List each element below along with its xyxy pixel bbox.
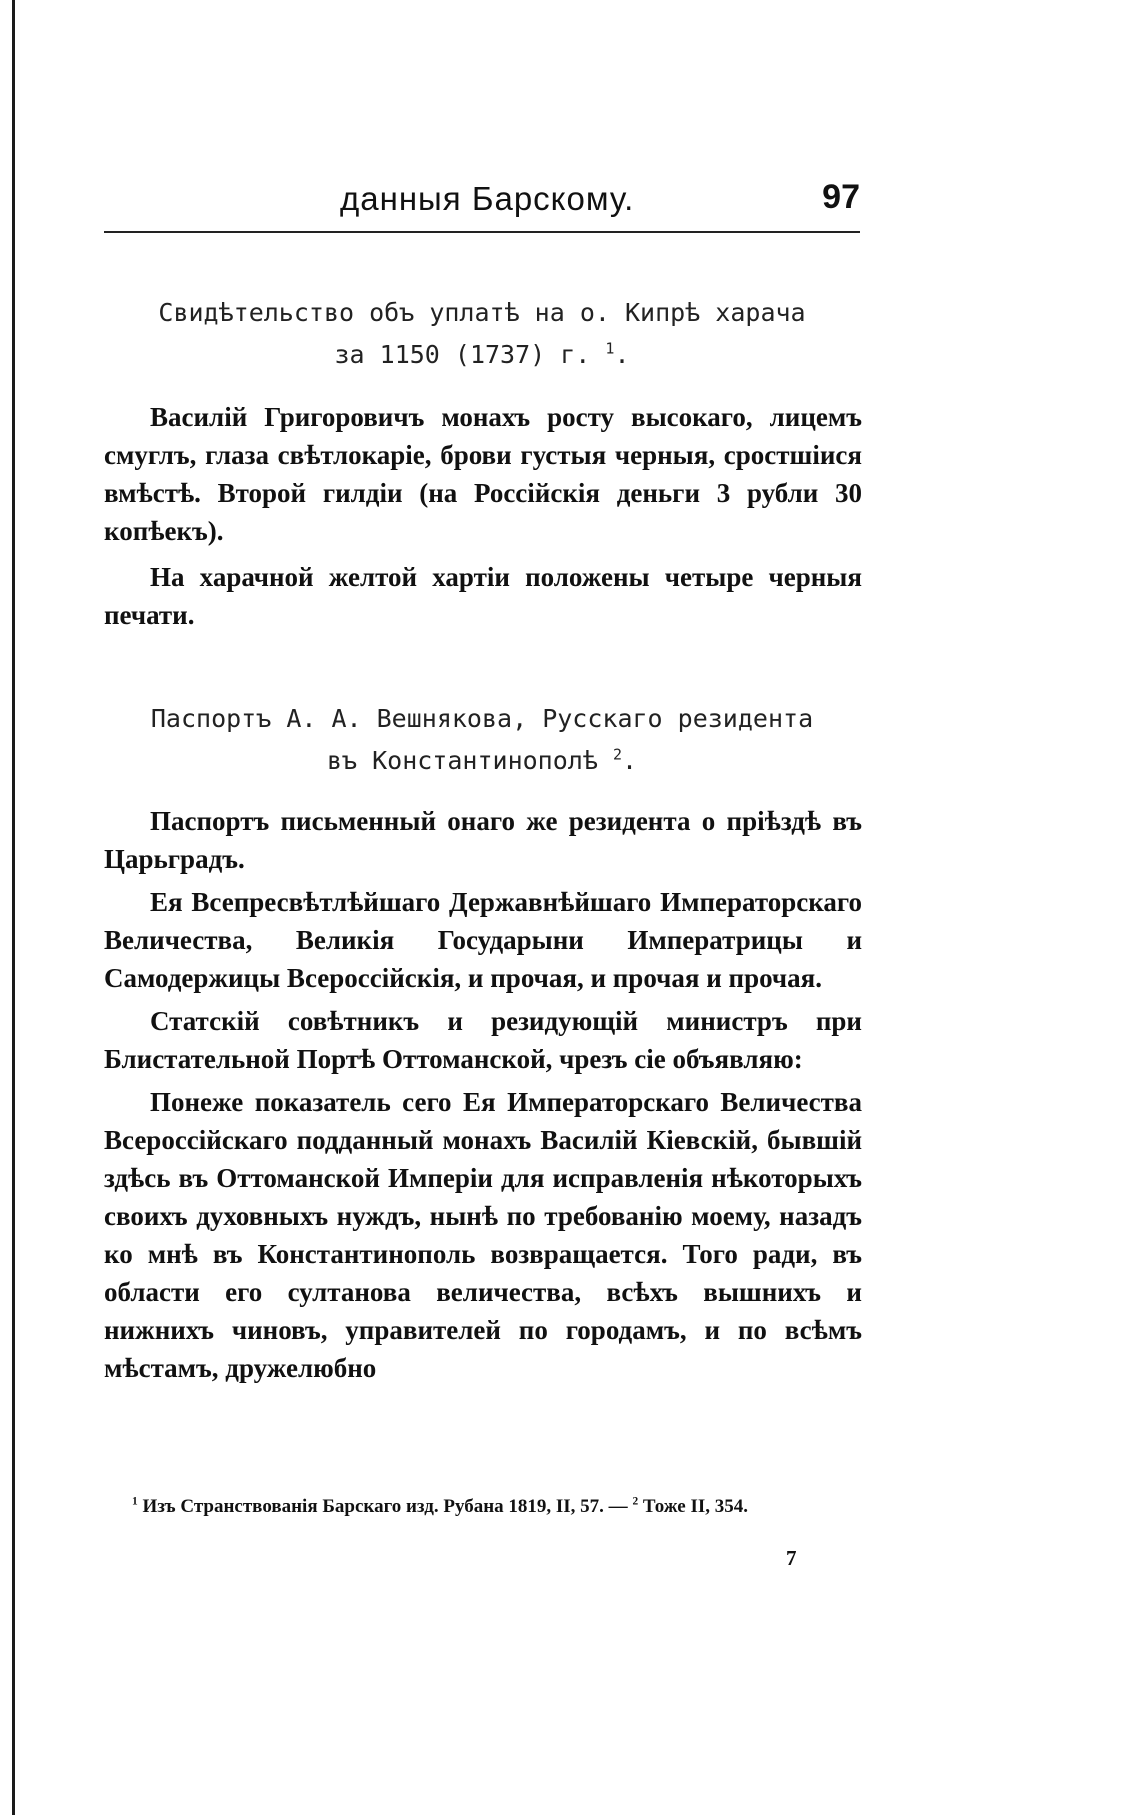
paragraph: На харачной желтой хартіи положены четыре черныя печати. xyxy=(104,562,862,630)
heading-line: за 1150 (1737) г. $^1$. xyxy=(334,339,630,369)
paragraph: Понеже показатель сего Ея Императорскаго Величества Всероссійскаго подданный монахъ Василій Кіевскій, бывшій здѣсь въ Оттоманской Имперіи для исправленія нѣкоторыхъ своихъ духовныхъ нуждъ, нынѣ по требованію моему, назадъ ко мнѣ въ Константинополь возвращается. Того ради, въ области его султанова величества, всѣхъ вышнихъ и нижнихъ чиновъ, управителей по городамъ, и по всѣмъ мѣстамъ, дружелюбно xyxy=(104,1087,862,1383)
footnote-ref: 2 xyxy=(612,745,622,764)
section-heading-passport xyxy=(112,698,852,782)
running-head xyxy=(104,178,860,230)
paragraph: Паспортъ письменный онаго же резидента о пріѣздѣ въ Царьградъ. xyxy=(104,806,862,874)
paragraph: Василій Григоровичъ монахъ росту высокаго, лицемъ смуглъ, глаза свѣтлокаріе, брови густыя черныя, сростшіися вмѣстѣ. Второй гилдіи (на Россійскія деньги 3 рубли 30 копѣекъ). xyxy=(104,402,862,546)
heading-line: Свидѣтельство объ уплатѣ на о. Кипрѣ харача xyxy=(158,298,806,327)
page-number: 97 xyxy=(822,178,860,216)
footnote-text: Тоже II, 354. xyxy=(642,1496,748,1517)
footnote-mark: 2 xyxy=(632,1495,639,1508)
header-rule xyxy=(104,231,860,233)
heading-line-text: въ Константинополѣ xyxy=(326,746,598,775)
heading-line-text: за 1150 (1737) г. xyxy=(334,340,591,369)
footnote-mark: 1 xyxy=(132,1495,138,1508)
paragraph: Ея Всепресвѣтлѣйшаго Державнѣйшаго Императорскаго Величества, Великія Государыни Императрицы и Самодержицы Всероссійскія, и прочая, и прочая и прочая. xyxy=(104,887,862,993)
heading-line: Паспортъ А. А. Вешнякова, Русскаго резидента xyxy=(150,704,814,733)
certificate-text xyxy=(104,398,862,642)
footnote-text: Изъ Странствованія Барскаго изд. Рубана 1819, II, 57. — xyxy=(142,1496,628,1517)
heading-line: въ Константинополѣ $^2$. xyxy=(326,745,638,775)
page-edge-line xyxy=(12,0,15,1815)
section-heading-certificate xyxy=(112,292,852,376)
footnotes xyxy=(104,1492,864,1522)
signature-mark: 7 xyxy=(786,1546,797,1570)
running-title: данныя Барскому. xyxy=(340,180,635,217)
paragraph: Статскій совѣтникъ и резидующій министръ при Блистательной Портѣ Оттоманской, чрезъ сіе объявляю: xyxy=(104,1006,862,1074)
footnote-ref: 1 xyxy=(605,339,615,358)
passport-text xyxy=(104,802,862,1392)
